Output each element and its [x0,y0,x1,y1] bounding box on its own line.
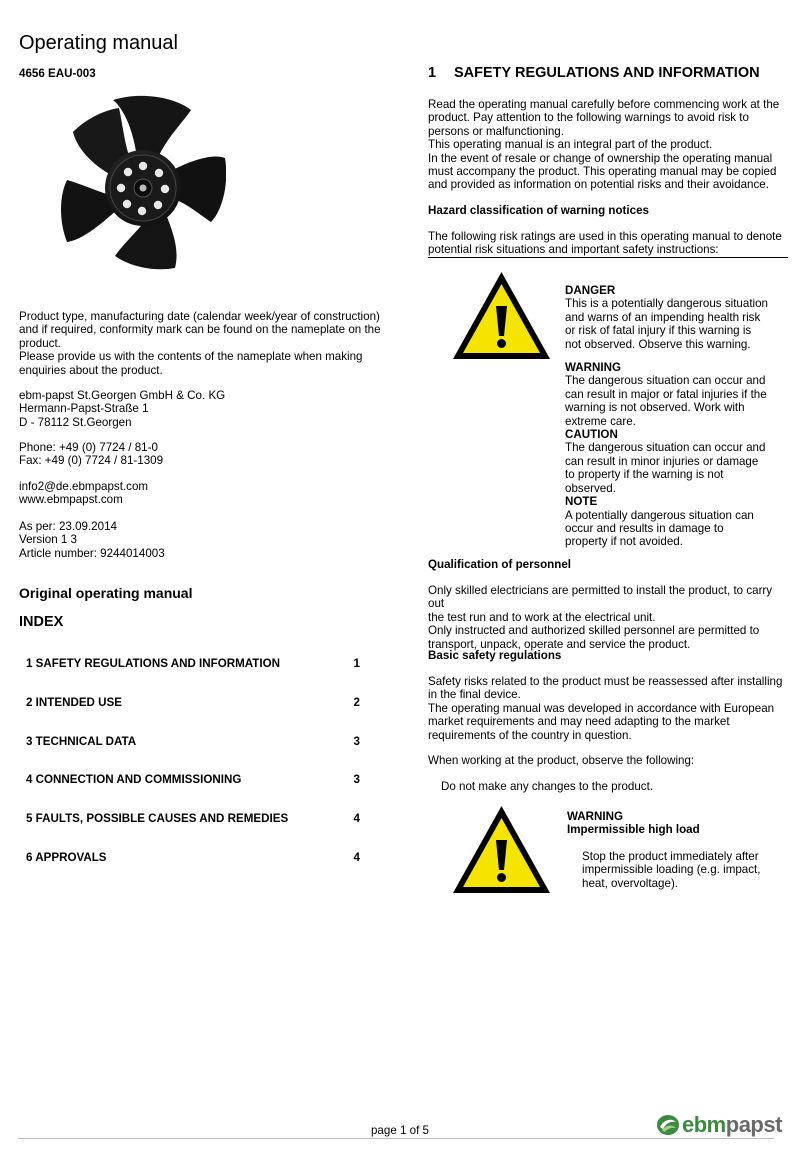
text-line: In the event of resale or change of ownership the operating manual [428,151,773,165]
index-entry[interactable] [26,773,360,786]
index-entry-label: 3 TECHNICAL DATA [26,735,137,748]
text-line: Read the operating manual carefully before commencing work at the [428,98,780,111]
fan-product-image [48,92,226,272]
text-line: observed. [565,481,616,495]
index-entry-label: 1 SAFETY REGULATIONS AND INFORMATION [26,657,280,670]
text-line: This operating manual is an integral part of the product. [428,138,713,152]
text-line: occur and results in damage to [565,521,724,535]
document-meta [19,520,384,560]
page-number: page 1 of 5 [370,1124,430,1137]
text-line: impermissible loading (e.g. impact, [582,863,761,877]
text-line: The following risk ratings are used in this operating manual to denote [428,230,782,243]
high-load-text [582,850,782,890]
index-entry[interactable] [26,851,360,864]
no-changes-text: Do not make any changes to the product. [441,780,654,793]
divider [428,257,788,258]
section-title [428,64,760,82]
text-line: the test run and to work at the electrical unit. [428,610,656,624]
basic-safety-heading: Basic safety regulations [428,649,562,662]
note-label: NOTE [565,495,598,509]
text-line: requirements of the country in question. [428,728,632,742]
website-link[interactable]: www.ebmpapst.com [19,493,123,507]
text-line: The dangerous situation can occur and [565,374,766,388]
contact-online [19,480,384,507]
text-line: market requirements and may need adapting to the market [428,715,730,729]
caution-label: CAUTION [565,428,618,442]
company-address [19,389,384,429]
text-line: The operating manual was developed in accordance with European [428,701,775,715]
basic-safety-text [428,675,790,742]
text-line: The dangerous situation can occur and [565,441,766,455]
warning-label: WARNING [565,361,622,375]
logo-papst: papst [725,1112,782,1137]
qualification-heading: Qualification of personnel [428,558,572,571]
qualification-text [428,584,790,651]
logo-swirl-icon [656,1114,680,1136]
warning-triangle-icon [451,804,552,895]
text-line: Only instructed and authorized skilled personnel are permitted to [428,624,760,638]
text-line: Please provide us with the contents of the nameplate when making [19,350,363,364]
version: Version 1 3 [19,533,78,547]
index-entry-page: 3 [353,773,360,786]
danger-label: DANGER [565,284,616,297]
hazard-heading: Hazard classification of warning notices [428,204,649,217]
article-number: Article number: 9244014003 [19,546,165,560]
index-entry-page: 3 [353,735,360,748]
text-line: A potentially dangerous situation can [565,508,754,522]
high-load-warning [567,810,777,837]
text-line: potential risk situations and important safety instructions: [428,243,719,257]
index-entry-label: 2 INTENDED USE [26,696,122,709]
warning-label: WARNING [567,810,624,823]
text-line: can result in minor injuries or damage [565,454,759,468]
warning-levels [565,284,775,549]
text-line: and warns of an impending health risk [565,310,761,324]
index-entry-page: 4 [353,812,360,825]
product-info [19,310,384,377]
text-line: can result in major or fatal injuries if the [565,387,767,401]
phone-number: Phone: +49 (0) 7724 / 81-0 [19,441,158,454]
email-link[interactable]: info2@de.ebmpapst.com [19,480,149,493]
hazard-text [428,230,790,257]
text-line: This is a potentially dangerous situation [565,297,769,311]
safety-intro [428,98,790,192]
index-entry-page: 4 [353,851,360,864]
logo-wordmark [682,1112,782,1138]
text-line: and provided as information on potential risks and their avoidance. [428,178,769,192]
footer-divider [18,1138,774,1139]
text-line: must accompany the product. This operating manual may be copied [428,165,777,179]
index-entry[interactable] [26,812,360,825]
index-heading: INDEX [19,614,64,630]
fax-number: Fax: +49 (0) 7724 / 81-1309 [19,454,164,468]
text-line: persons or malfunctioning. [428,124,564,138]
text-line: Product type, manufacturing date (calendar week/year of construction) [19,310,380,323]
section-title-text: SAFETY REGULATIONS AND INFORMATION [454,65,760,81]
text-line: not observed. Observe this warning. [565,337,751,351]
text-line: Safety risks related to the product must be reassessed after installing [428,675,783,688]
text-line: product. Pay attention to the following warnings to avoid risk to [428,111,749,125]
contact-phone-fax [19,441,384,468]
text-line: warning is not observed. Work with [565,401,745,415]
observe-text: When working at the product, observe the following: [428,754,695,767]
company-street: Hermann-Papst-Straße 1 [19,402,149,416]
text-line: Only skilled electricians are permitted to install the product, to carry out [428,584,773,611]
text-line: heat, overvoltage). [582,876,679,890]
text-line: to property if the warning is not [565,468,724,482]
document-number: 4656 EAU-003 [19,67,96,80]
warning-subtitle: Impermissible high load [567,823,700,837]
index-entry-label: 6 APPROVALS [26,851,107,864]
index-entry-label: 5 FAULTS, POSSIBLE CAUSES AND REMEDIES [26,812,289,825]
text-line: in the final device. [428,688,521,702]
original-manual-heading: Original operating manual [19,585,193,601]
index-entry-page: 2 [353,696,360,709]
ebmpapst-logo [656,1112,782,1138]
index-entry-page: 1 [353,657,360,670]
index-entry[interactable] [26,696,360,709]
index-entry[interactable] [26,735,360,748]
company-name: ebm-papst St.Georgen GmbH & Co. KG [19,389,226,402]
text-line: product. [19,336,61,350]
warning-triangle-icon [451,270,552,361]
text-line: transport, unpack, operate and service the product. [428,637,691,651]
index-entry-label: 4 CONNECTION AND COMMISSIONING [26,773,242,786]
text-line: Stop the product immediately after [582,850,759,863]
text-line: property if not avoided. [565,535,683,549]
logo-ebm: ebm [682,1112,726,1137]
index-entry[interactable] [26,657,360,670]
text-line: and if required, conformity mark can be found on the nameplate on the [19,323,381,337]
section-number: 1 [428,65,437,81]
text-line: or risk of fatal injury if this warning is [565,324,752,338]
company-city: D - 78112 St.Georgen [19,415,132,429]
text-line: extreme care. [565,414,636,428]
as-per-date: As per: 23.09.2014 [19,520,117,533]
document-title: Operating manual [19,32,178,54]
text-line: enquiries about the product. [19,363,163,377]
